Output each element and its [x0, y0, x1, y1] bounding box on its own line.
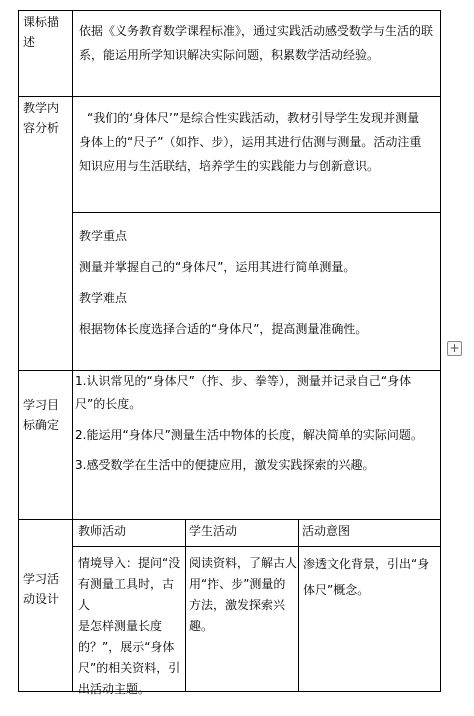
analysis-label-line2: 容分析 [23, 121, 60, 135]
standard-text-line1: 依据《义务教育数学课程标准》，通过实践活动感受数学与生活的联 [79, 24, 434, 38]
standard-label-line2: 述 [23, 35, 36, 49]
teacher-line: 尺”的相关资料，引 [78, 661, 181, 675]
focus-title: 教学重点 [79, 229, 128, 243]
analysis-text-line1: “我们的‘身体尺’”是综合性实践活动，教材引导学生发现并测量 [87, 111, 420, 125]
analysis-text-line2: 身体上的“尺子”（如拃、步），运用其进行估测与测量。活动注重 [79, 135, 422, 149]
row-divider [18, 519, 441, 520]
goals-label-line1: 学习目 [23, 398, 60, 412]
goals-text [75, 372, 441, 475]
activities-label [19, 569, 71, 609]
col-divider [298, 519, 299, 692]
goal1-line1: 1.认识常见的“身体尺”（拃、步、拳等），测量并记录自己“身体 [75, 374, 412, 388]
focus-text: 测量并掌握自己的“身体尺”，运用其进行简单测量。 [79, 260, 356, 274]
student-line: 方法，激发探索兴 [189, 598, 286, 612]
header-student: 学生活动 [189, 524, 238, 538]
activities-label-line1: 学习活 [23, 572, 60, 586]
teacher-line: 是怎样测量长度 [78, 619, 163, 633]
teacher-line: 出活动主题。 [78, 682, 151, 696]
activities-label-line2: 动设计 [23, 592, 60, 606]
col-divider [185, 519, 186, 692]
student-line: 用“拃、步”测量的 [189, 577, 286, 591]
intent-line: 体尺”概念。 [303, 583, 370, 597]
analysis-text-line3: 知识应用与生活联结，培养学生的实践能力与创新意识。 [79, 159, 380, 173]
row-divider [18, 96, 441, 97]
analysis-text [73, 109, 441, 176]
difficulty-title: 教学难点 [79, 291, 128, 305]
header-teacher: 教师活动 [78, 524, 127, 538]
activity-intent [303, 551, 440, 603]
standard-text [73, 22, 441, 65]
analysis-label-line1: 教学内 [23, 101, 60, 115]
teacher-activity [78, 553, 184, 700]
standard-label [19, 12, 71, 52]
goal3: 3.感受数学在生活中的便捷应用，激发实践探索的兴趣。 [75, 458, 375, 472]
teacher-line: 的？”，展示“身体 [78, 640, 175, 654]
intent-line: 渗透文化背景，引出“身 [303, 557, 430, 571]
goals-label [19, 395, 71, 435]
analysis-label [19, 98, 71, 138]
student-line: 阅读资料，了解古人 [189, 556, 298, 570]
row-divider [18, 370, 441, 371]
student-activity [189, 553, 297, 637]
goal1-line2: 尺”的长度。 [75, 397, 142, 411]
row-divider [72, 546, 441, 547]
student-line: 趣。 [189, 619, 214, 633]
standard-text-line2: 系，能运用所学知识解决实际问题，积累数学活动经验。 [79, 48, 380, 62]
add-row-button[interactable]: + [447, 341, 462, 356]
row-divider [72, 212, 441, 213]
teacher-line: 有测量工具时，古人 [78, 577, 175, 612]
teacher-line: 情境导入：提问“没 [78, 556, 181, 570]
keypoints-block [73, 227, 441, 339]
goal2: 2.能运用“身体尺”测量生活中物体的长度，解决简单的实际问题。 [75, 428, 423, 442]
difficulty-text: 根据物体长度选择合适的“身体尺”，提高测量准确性。 [79, 322, 368, 336]
goals-label-line2: 标确定 [23, 418, 60, 432]
header-intent: 活动意图 [302, 524, 351, 538]
standard-label-line1: 课标描 [23, 15, 60, 29]
